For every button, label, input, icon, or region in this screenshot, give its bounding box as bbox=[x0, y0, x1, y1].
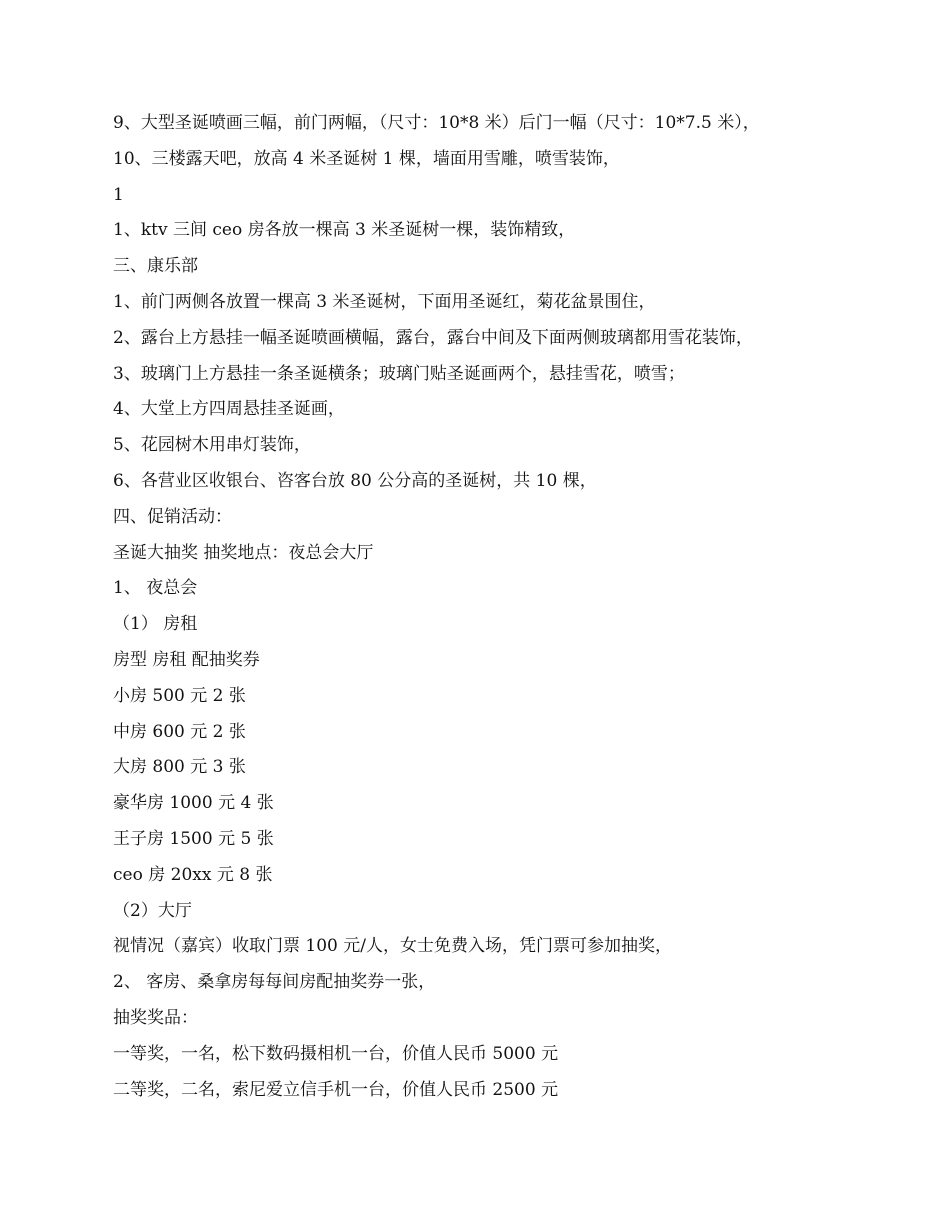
table-row-line: 中房 600 元 2 张 bbox=[113, 721, 246, 742]
section-heading: 三、康乐部 bbox=[113, 256, 198, 277]
table-row-line: 大房 800 元 3 张 bbox=[113, 757, 246, 778]
text-line: 2、露台上方悬挂一幅圣诞喷画横幅，露台，露台中间及下面两侧玻璃都用雪花装饰， bbox=[113, 327, 753, 348]
table-row-line: ceo 房 20xx 元 8 张 bbox=[113, 864, 273, 885]
text-line: （1） 房租 bbox=[113, 614, 198, 635]
text-line: 二等奖，二名，索尼爱立信手机一台，价值人民币 2500 元 bbox=[113, 1079, 559, 1100]
text-line: 1、前门两侧各放置一棵高 3 米圣诞树，下面用圣诞红，菊花盆景围住， bbox=[113, 291, 656, 312]
text-line: 3、玻璃门上方悬挂一条圣诞横条；玻璃门贴圣诞画两个，悬挂雪花，喷雪； bbox=[113, 363, 685, 384]
text-line: 1、ktv 三间 ceo 房各放一棵高 3 米圣诞树一棵，装饰精致， bbox=[113, 220, 576, 241]
table-row-line: 小房 500 元 2 张 bbox=[113, 685, 246, 706]
section-heading: 四、促销活动： bbox=[113, 506, 232, 527]
text-line: 1 bbox=[113, 184, 124, 205]
text-line: 5、花园树木用串灯装饰， bbox=[113, 435, 311, 456]
document-body bbox=[113, 106, 873, 1108]
text-line: 4、大堂上方四周悬挂圣诞画， bbox=[113, 399, 345, 420]
text-line: 抽奖奖品： bbox=[113, 1007, 198, 1028]
table-row-line: 王子房 1500 元 5 张 bbox=[113, 828, 274, 849]
text-line: 10、三楼露天吧，放高 4 米圣诞树 1 棵，墙面用雪雕，喷雪装饰， bbox=[113, 148, 620, 169]
text-line: （2）大厅 bbox=[113, 900, 192, 921]
text-line: 9、大型圣诞喷画三幅，前门两幅，（尺寸：10*8 米）后门一幅（尺寸：10*7.5 米）， bbox=[113, 113, 760, 133]
text-line: 圣诞大抽奖 抽奖地点：夜总会大厅 bbox=[113, 542, 374, 563]
text-line: 1、 夜总会 bbox=[113, 578, 198, 599]
table-header-line: 房型 房租 配抽奖券 bbox=[113, 649, 260, 670]
text-line: 2、 客房、桑拿房每每间房配抽奖券一张， bbox=[113, 972, 436, 993]
text-line: 一等奖，一名，松下数码摄相机一台，价值人民币 5000 元 bbox=[113, 1043, 559, 1064]
text-line: 视情况（嘉宾）收取门票 100 元/人，女士免费入场，凭门票可参加抽奖， bbox=[113, 936, 672, 957]
text-line: 6、各营业区收银台、咨客台放 80 公分高的圣诞树，共 10 棵， bbox=[113, 470, 597, 491]
table-row-line: 豪华房 1000 元 4 张 bbox=[113, 793, 274, 814]
